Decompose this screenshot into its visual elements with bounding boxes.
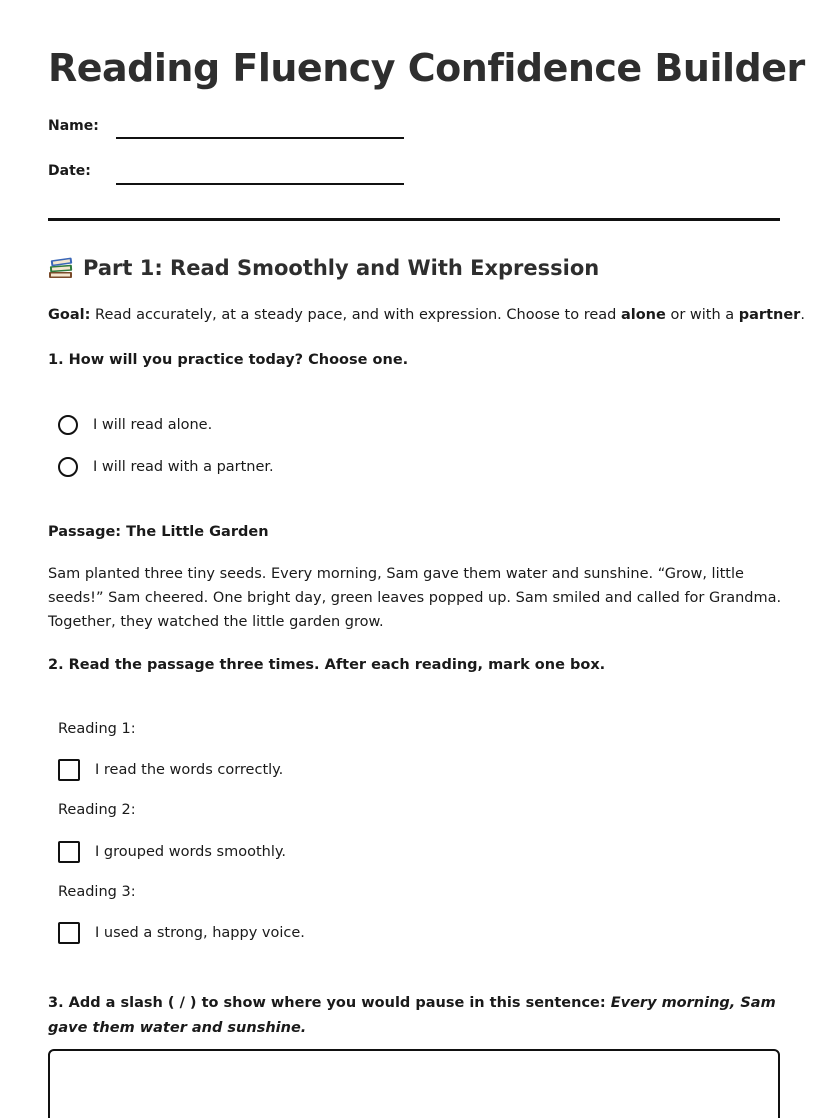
reading-3-check-row[interactable] — [58, 922, 305, 944]
option-read-alone[interactable] — [58, 415, 212, 435]
goal-label: Goal: — [48, 307, 91, 323]
reading-3-label: Reading 3: — [58, 884, 136, 900]
section-title-part1 — [48, 256, 599, 280]
reading-2-check-row[interactable] — [58, 841, 286, 863]
reading-2-label: Reading 2: — [58, 802, 136, 818]
page-title: Reading Fluency Confidence Builder — [48, 46, 805, 90]
question-2: 2. Read the passage three times. After each reading, mark one box. — [48, 657, 606, 673]
checkbox[interactable] — [58, 922, 80, 944]
header-divider — [48, 218, 780, 221]
reading-1-label: Reading 1: — [58, 721, 136, 737]
section-title-text: Part 1: Read Smoothly and With Expression — [83, 256, 600, 280]
passage-title: Passage: The Little Garden — [48, 524, 269, 540]
question-3-prompt: 3. Add a slash ( / ) to show where you would pause in this sentence: — [48, 995, 611, 1011]
goal-body-1: Read accurately, at a steady pace, and with expression. Choose to read — [90, 307, 621, 323]
goal-alone: alone — [620, 307, 666, 323]
question-3-sentence: Every morning, Sam gave them water and sunshine. — [48, 995, 776, 1036]
checkbox[interactable] — [58, 841, 80, 863]
goal-body-3: . — [800, 307, 805, 323]
radio-button[interactable] — [58, 457, 78, 477]
goal-text — [48, 307, 805, 323]
name-field[interactable] — [116, 137, 404, 139]
goal-body-2: or with a — [665, 307, 739, 323]
reading-1-check-row[interactable] — [58, 759, 283, 781]
checkbox-label: I grouped words smoothly. — [95, 844, 286, 860]
question-1: 1. How will you practice today? Choose one. — [48, 352, 409, 368]
books-icon — [48, 257, 74, 279]
checkbox-label: I read the words correctly. — [95, 762, 284, 778]
question-3 — [48, 991, 788, 1041]
goal-partner: partner — [738, 307, 801, 323]
option-label: I will read alone. — [93, 417, 213, 433]
option-read-partner[interactable] — [58, 457, 274, 477]
answer-box[interactable] — [48, 1049, 780, 1118]
checkbox[interactable] — [58, 759, 80, 781]
option-label: I will read with a partner. — [93, 459, 274, 475]
name-label: Name: — [48, 118, 99, 134]
checkbox-label: I used a strong, happy voice. — [95, 925, 305, 941]
date-field[interactable] — [116, 183, 404, 185]
date-label: Date: — [48, 163, 91, 179]
passage-text: Sam planted three tiny seeds. Every morning, Sam gave them water and sunshine. “Grow, little seeds!” Sam cheered. One bright day, green leaves popped up. Sam smiled and called for Grandma. Together, they watched the little garden grow. — [48, 566, 782, 630]
radio-button[interactable] — [58, 415, 78, 435]
